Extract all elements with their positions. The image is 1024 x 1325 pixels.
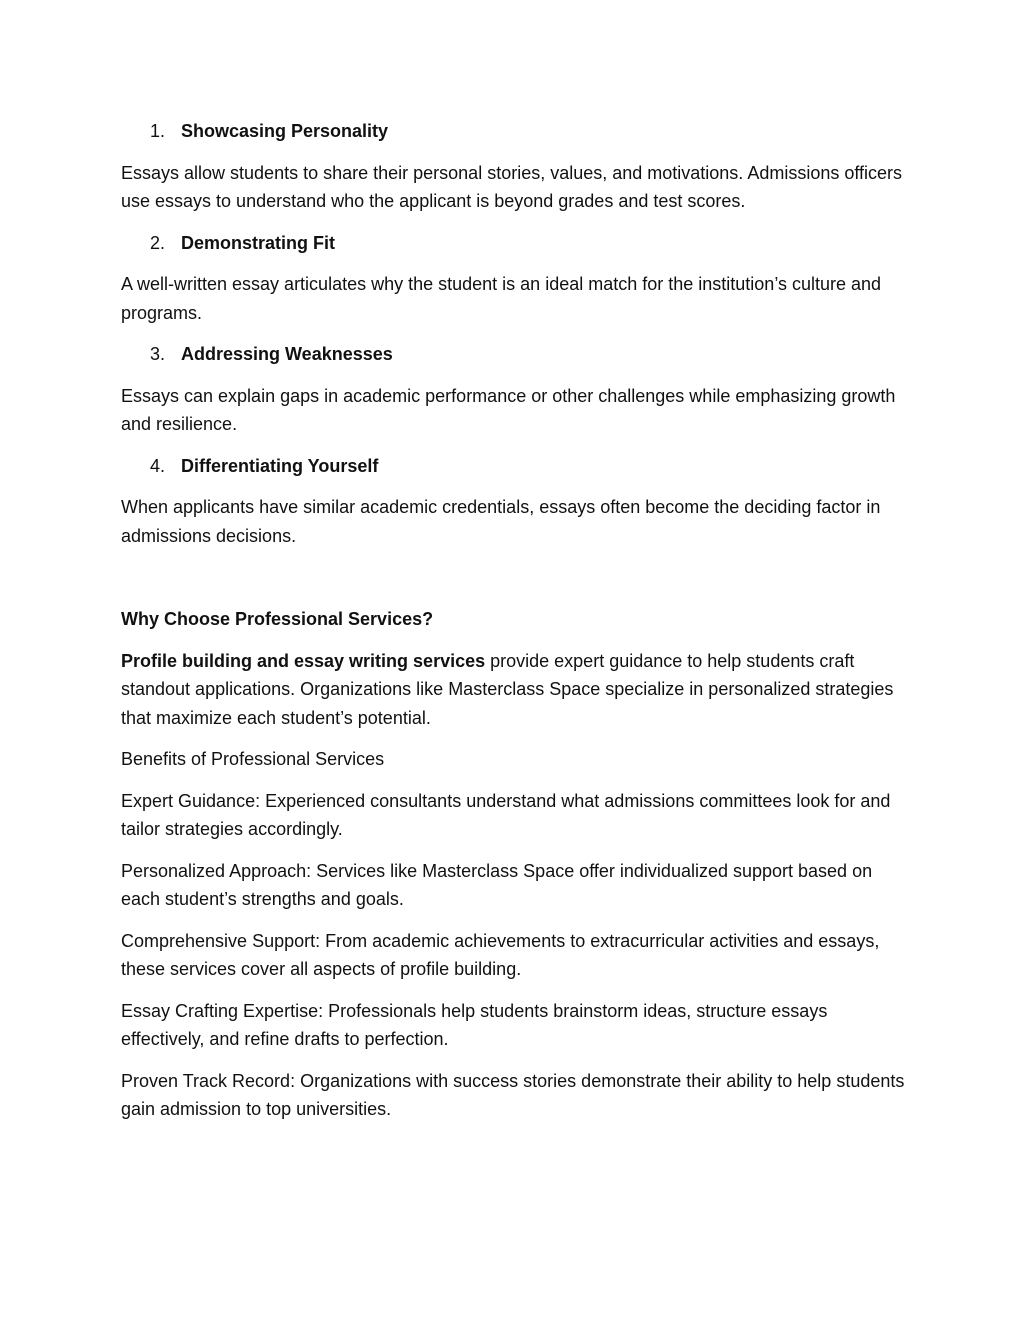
list-heading-3 — [121, 340, 911, 369]
section-paragraph-2: A well-written essay articulates why the student is an ideal match for the institution’s culture and programs. — [121, 274, 882, 323]
list-number: 4. — [150, 455, 166, 476]
list-heading-2 — [121, 229, 911, 258]
list-number: 3. — [150, 344, 166, 364]
list-title: Demonstrating Fit — [181, 232, 336, 253]
section-paragraph-1: Essays allow students to share their personal stories, values, and motivations. Admissions officers use essays to understand who the applicant is beyond grades and test scores. — [121, 162, 903, 211]
section-paragraph-4: When applicants have similar academic credentials, essays often become the deciding factor in admissions decisions. — [121, 497, 881, 546]
list-title: Showcasing Personality — [181, 121, 389, 141]
benefits-heading: Benefits of Professional Services — [121, 749, 385, 769]
section-paragraph-3: Essays can explain gaps in academic performance or other challenges while emphasizing growth and resilience. — [121, 385, 896, 434]
benefit-item: Comprehensive Support: From academic achievements to extracurricular activities and essays, these services cover all aspects of profile building. — [121, 930, 880, 979]
intro-rest: provide expert guidance to help students craft standout applications. Organizations like Masterclass Space specialize in personalized strategies that maximize each student’s potential. — [121, 650, 894, 728]
why-choose-heading: Why Choose Professional Services? — [121, 609, 434, 629]
list-heading-4 — [121, 452, 911, 481]
intro-bold-phrase: Profile building and essay writing services — [121, 650, 486, 671]
intro-paragraph — [121, 647, 911, 733]
list-title: Addressing Weaknesses — [181, 344, 393, 364]
benefit-item: Expert Guidance: Experienced consultants understand what admissions committees look for and tailor strategies accordingly. — [121, 790, 891, 839]
benefit-item: Proven Track Record: Organizations with success stories demonstrate their ability to help students gain admission to top universities. — [121, 1070, 905, 1119]
document-page — [121, 117, 911, 1137]
benefit-item: Personalized Approach: Services like Masterclass Space offer individualized support based on each student’s strengths and goals. — [121, 860, 873, 909]
list-number: 1. — [150, 121, 166, 141]
benefit-item: Essay Crafting Expertise: Professionals help students brainstorm ideas, structure essays effectively, and refine drafts to perfection. — [121, 1000, 828, 1049]
list-number: 2. — [150, 232, 166, 253]
list-heading-1 — [121, 117, 911, 146]
list-title: Differentiating Yourself — [181, 455, 379, 476]
